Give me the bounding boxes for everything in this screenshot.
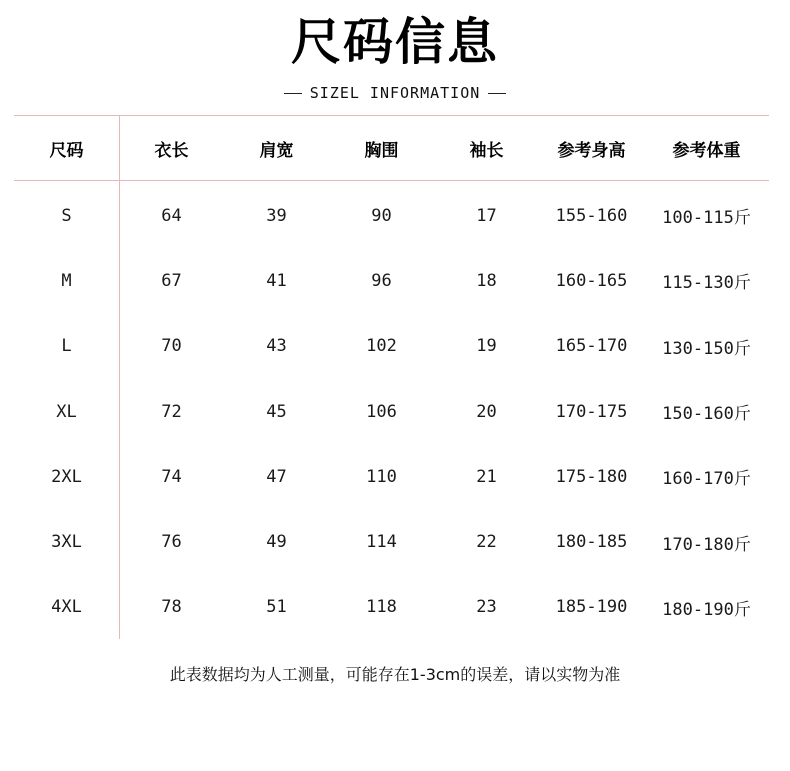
cell-chest: 96	[371, 270, 392, 291]
cell-sleeve: 17	[476, 205, 497, 226]
cell-weight: 100-115斤	[662, 208, 751, 229]
cell-size: M	[61, 270, 72, 291]
cell-length: 74	[161, 466, 182, 487]
cell-height: 165-170	[555, 336, 628, 357]
table-row	[14, 444, 769, 509]
header-sleeve: 袖长	[469, 140, 504, 161]
cell-weight: 130-150斤	[662, 338, 751, 359]
cell-shoulder: 41	[266, 270, 287, 291]
header-length: 衣长	[154, 140, 189, 161]
cell-chest: 106	[366, 401, 397, 422]
table-row	[14, 379, 769, 444]
measurement-note: 此表数据均为人工测量，可能存在1-3cm的误差，请以实物为准	[169, 665, 621, 684]
cell-size: S	[61, 205, 72, 226]
cell-size: L	[61, 336, 72, 357]
cell-size: 2XL	[51, 466, 82, 487]
cell-shoulder: 47	[266, 466, 287, 487]
table-row	[14, 509, 769, 574]
cell-weight: 160-170斤	[662, 469, 751, 490]
subtitle-dash-right	[488, 93, 506, 94]
cell-sleeve: 20	[476, 401, 497, 422]
cell-chest: 118	[366, 597, 397, 618]
size-table	[14, 116, 769, 640]
cell-sleeve: 19	[476, 336, 497, 357]
header-height: 参考身高	[557, 140, 626, 161]
cell-length: 72	[161, 401, 182, 422]
cell-length: 67	[161, 270, 182, 291]
cell-shoulder: 39	[266, 205, 287, 226]
cell-height: 175-180	[555, 466, 628, 487]
cell-sleeve: 23	[476, 597, 497, 618]
cell-height: 155-160	[555, 205, 628, 226]
cell-weight: 115-130斤	[662, 273, 751, 294]
cell-chest: 90	[371, 205, 392, 226]
cell-weight: 150-160斤	[662, 404, 751, 425]
cell-length: 64	[161, 205, 182, 226]
subtitle-dash-left	[284, 93, 302, 94]
cell-shoulder: 45	[266, 401, 287, 422]
cell-length: 76	[161, 532, 182, 553]
header-chest: 胸围	[364, 140, 399, 161]
table-row	[14, 575, 769, 640]
cell-sleeve: 22	[476, 532, 497, 553]
cell-length: 70	[161, 336, 182, 357]
cell-length: 78	[161, 597, 182, 618]
page-subtitle: SIZEL INFORMATION	[309, 84, 481, 102]
cell-size: 4XL	[51, 597, 82, 618]
cell-weight: 170-180斤	[662, 534, 751, 555]
table-header-row	[14, 116, 769, 180]
cell-size: 3XL	[51, 532, 82, 553]
cell-height: 170-175	[555, 401, 628, 422]
cell-height: 160-165	[555, 270, 628, 291]
cell-size: XL	[56, 401, 77, 422]
cell-shoulder: 49	[266, 532, 287, 553]
cell-shoulder: 51	[266, 597, 287, 618]
header-weight: 参考体重	[672, 140, 741, 161]
table-row	[14, 314, 769, 379]
cell-height: 180-185	[555, 532, 628, 553]
cell-chest: 110	[366, 466, 397, 487]
cell-chest: 114	[366, 532, 397, 553]
cell-weight: 180-190斤	[662, 599, 751, 620]
cell-shoulder: 43	[266, 336, 287, 357]
cell-height: 185-190	[555, 597, 628, 618]
cell-chest: 102	[366, 336, 397, 357]
table-row	[14, 180, 769, 248]
subtitle-row	[0, 82, 790, 104]
header-size: 尺码	[49, 140, 84, 161]
cell-sleeve: 18	[476, 270, 497, 291]
cell-sleeve: 21	[476, 466, 497, 487]
table-row	[14, 248, 769, 313]
page-title: 尺码信息	[291, 13, 499, 71]
header-shoulder: 肩宽	[259, 140, 294, 161]
